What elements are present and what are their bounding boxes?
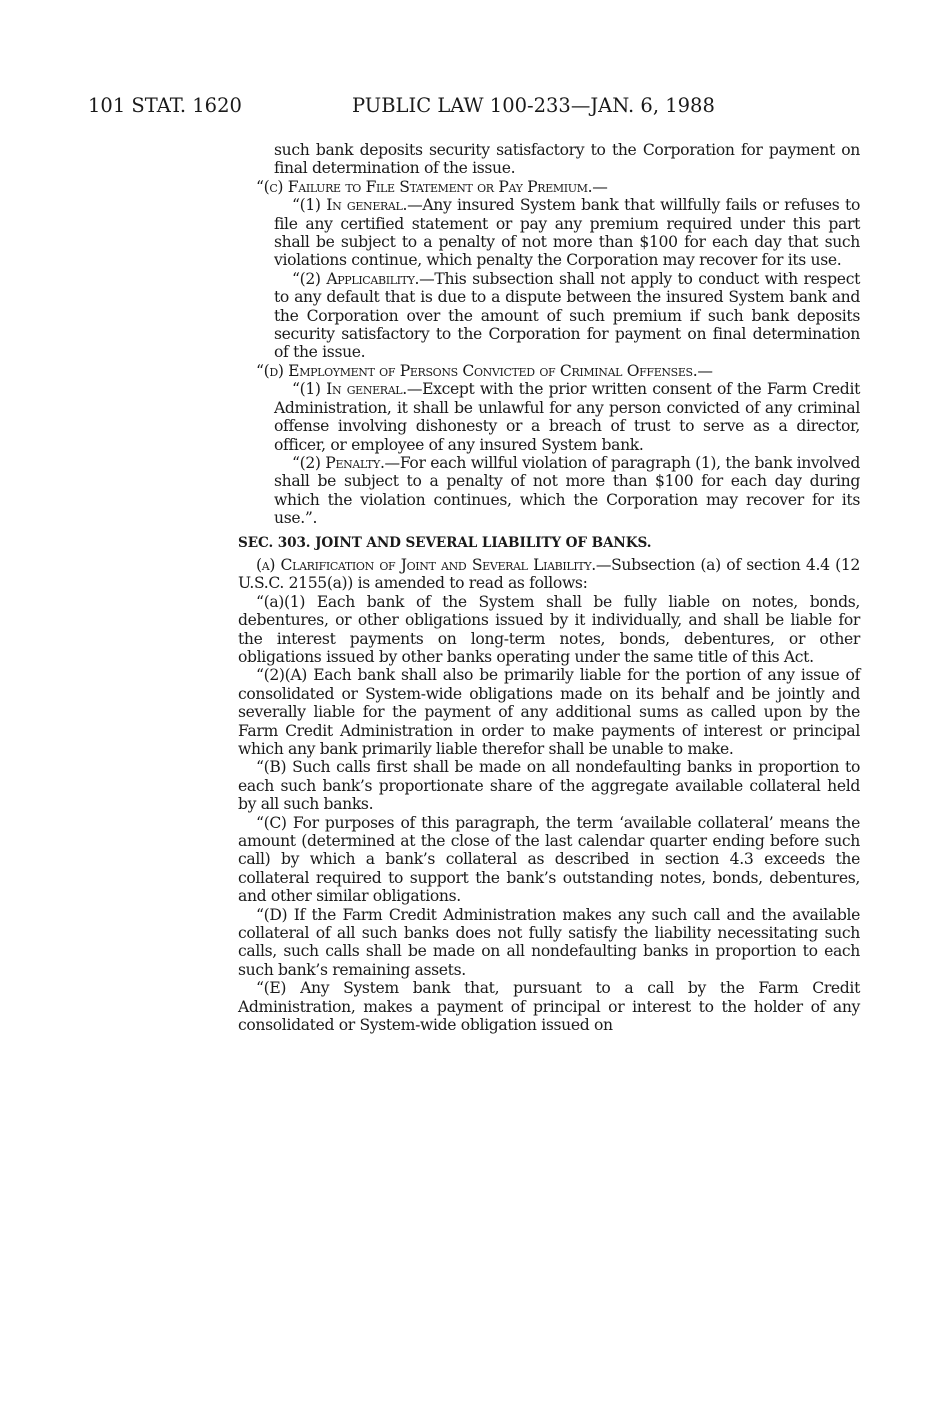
paragraph-B: “(B) Such calls first shall be made on all nondefaulting banks in proportion to each such bank’s proportionate share of the aggregate available collateral held by all such banks. [238,758,860,814]
paragraph-E: “(E) Any System bank that, pursuant to a call by the Farm Credit Administration, makes a payment of principal or interest to the holder of any consolidated or System-wide obligation issued on [238,979,860,1035]
subsection-d-heading: “(d) Employment of Persons Convicted of Criminal Offenses.— [256,361,713,380]
paragraph-d2-label: “(2) Penalty.— [292,453,400,472]
paragraph-d1 [238,380,860,454]
paragraph-D: “(D) If the Farm Credit Administration makes any such call and the available collateral of all such banks does not fully satisfy the liability necessitating such calls, such calls shall be made on all nondefaulting banks in proportion to each such bank’s remaining assets. [238,905,860,979]
paragraph-a2A: “(2)(A) Each bank shall also be primarily liable for the portion of any issue of consolidated or System-wide obligations made on its behalf and be jointly and severally liable for the payment of any additional sums as called upon by the Farm Credit Administration in order to make payments of interest or principal which any bank primarily liable therefor shall be unable to make. [238,666,860,758]
paragraph-C: “(C) For purposes of this paragraph, the term ‘available collateral’ means the amount (determined at the close of the last calendar quarter ending before such call) by which a bank’s collateral as described in section 4.3 exceeds the collateral required to support the bank’s outstanding notes, bonds, debentures, and other similar obligations. [238,813,860,906]
paragraph-c2-text: This subsection shall not apply to conduct with respect to any default that is due to a dispute between the insured System bank and the Corporation over the amount of such premium if such bank deposits security satisfactory to the Corporation for payment on final determination of the issue. [274,269,860,362]
body-text [238,141,860,1035]
paragraph-d2-text: For each willful violation of paragraph (1), the bank involved shall be subject to a penalty of not more than $100 for each day during which the violation continues, which the Corporation may recover for its use.”. [274,453,861,528]
paragraph-d2 [238,454,860,528]
paragraph-c1 [238,196,860,270]
public-law-title: PUBLIC LAW 100-233—JAN. 6, 1988 [352,94,715,117]
paragraph-c2-label: “(2) Applicability.— [292,269,435,288]
paragraph-c1-text: Any insured System bank that willfully fails or refuses to file any certified statement or pay any premium required under this part shall be subject to a penalty of not more than $100 for each day that such violations continue, which penalty the Corporation may recover for its use. [274,196,860,270]
section-303-heading: SEC. 303. JOINT AND SEVERAL LIABILITY OF BANKS. [238,534,652,551]
statute-citation: 101 STAT. 1620 [88,94,242,117]
paragraph-a1: “(a)(1) Each bank of the System shall be fully liable on notes, bonds, debentures, or other obligations issued by it individually, and shall be liable for the interest payments on long-term notes, bonds, debentures, or other obligations issued by other banks operating under the same title of this Act. [238,592,860,666]
subsection-a-text: Subsection (a) of section 4.4 (12 U.S.C. 2155(a)) is amended to read as follows: [238,555,860,593]
paragraph-c1-label: “(1) In general.— [292,196,423,215]
paragraph-d1-label: “(1) In general.— [292,380,423,399]
subsection-c-heading: “(c) Failure to File Statement or Pay Premium.— [256,177,608,196]
subsection-a-label: (a) Clarification of Joint and Several Liability.— [256,555,612,574]
paragraph-d1-text: Except with the prior written consent of the Farm Credit Administration, it shall be unlawful for any person convicted of any criminal offense involving dishonesty or a breach of trust to serve as a director, officer, or employee of any insured System bank. [274,380,860,454]
paragraph-continuation: such bank deposits security satisfactory to the Corporation for payment on final determination of the issue. [274,141,860,178]
subsection-a [238,556,860,593]
page-header [88,93,908,119]
paragraph-c2 [238,270,860,362]
